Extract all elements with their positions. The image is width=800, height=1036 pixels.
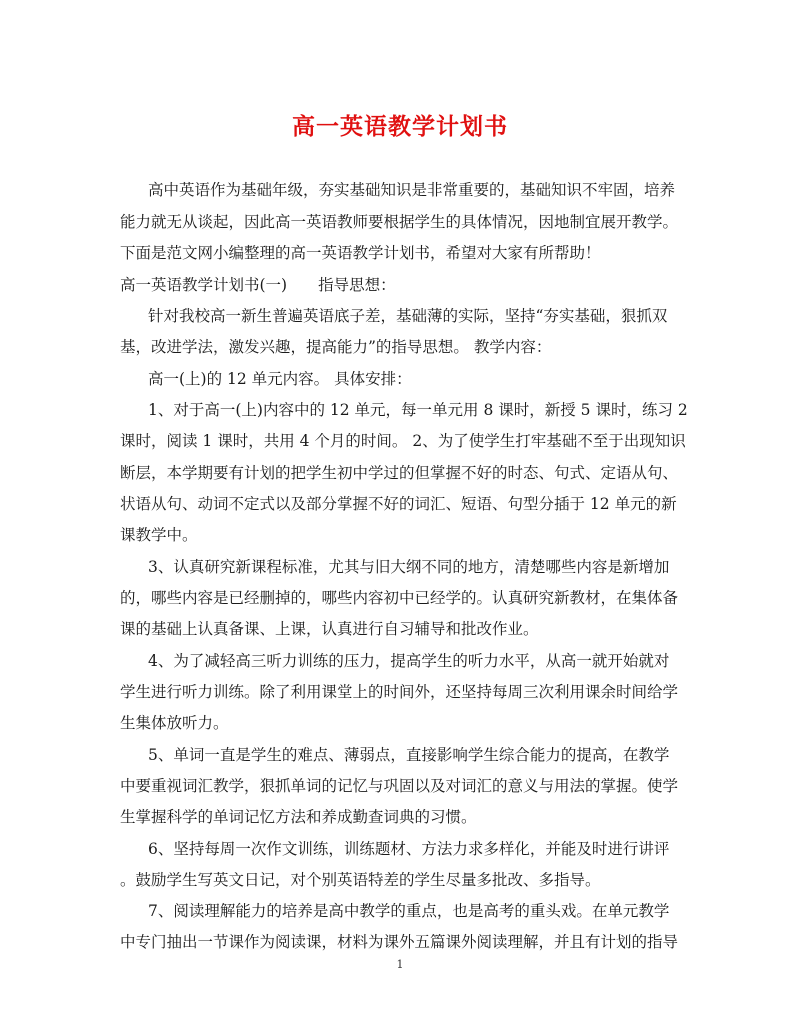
paragraph-line: 高一(上)的 12 单元内容。 具体安排： — [148, 370, 412, 388]
paragraph-line: 基，改进学法，激发兴趣，提高能力”的指导思想。 教学内容： — [120, 338, 552, 356]
paragraph-line: 针对我校高一新生普遍英语底子差，基础薄的实际，坚持“夯实基础，狠抓双 — [148, 307, 668, 325]
paragraph-line: 下面是范文网小编整理的高一英语教学计划书，希望对大家有所帮助！ — [120, 244, 601, 262]
paragraph-line: 的，哪些内容是已经删掉的，哪些内容初中已经学的。认真研究新教材，在集体备 — [120, 589, 679, 607]
paragraph-line: 生掌握科学的单词记忆方法和养成勤查词典的习惯。 — [120, 808, 477, 826]
paragraph-line: 1、对于高一(上)内容中的 12 单元，每一单元用 8 课时，新授 5 课时，练习 2 — [148, 401, 688, 419]
paragraph-line: 断层，本学期要有计划的把学生初中学过的但掌握不好的时态、句式、定语从句、 — [120, 464, 679, 482]
paragraph-line: 4、为了减轻高三听力训练的压力，提高学生的听力水平，从高一就开始就对 — [148, 652, 670, 670]
paragraph-line: 课教学中。 — [120, 526, 198, 544]
paragraph-line: 中要重视词汇教学，狠抓单词的记忆与巩固以及对词汇的意义与用法的掌握。使学 — [120, 777, 679, 795]
paragraph-line: 3、认真研究新课程标准，尤其与旧大纲不同的地方，清楚哪些内容是新增加 — [148, 558, 670, 576]
paragraph-line: 7、阅读理解能力的培养是高中教学的重点，也是高考的重头戏。在单元教学 — [148, 902, 670, 920]
document-title: 高一英语教学计划书 — [292, 113, 508, 140]
paragraph-line: 课时，阅读 1 课时，共用 4 个月的时间。 2、为了使学生打牢基础不至于出现知识 — [120, 432, 686, 450]
paragraph-line: 学生进行听力训练。除了利用课堂上的时间外，还坚持每周三次利用课余时间给学 — [120, 683, 679, 701]
paragraph-line: 能力就无从谈起，因此高一英语教师要根据学生的具体情况，因地制宜展开教学。 — [120, 213, 679, 231]
paragraph-line: 中专门抽出一节课作为阅读课，材料为课外五篇课外阅读理解，并且有计划的指导 — [120, 933, 679, 951]
section-heading-line: 高一英语教学计划书(一) 指导思想： — [120, 276, 396, 294]
paragraph-line: 生集体放听力。 — [120, 714, 229, 732]
paragraph-line: 高中英语作为基础年级，夯实基础知识是非常重要的，基础知识不牢固，培养 — [148, 181, 676, 199]
paragraph-line: 。鼓励学生写英文日记，对个别英语特差的学生尽量多批改、多指导。 — [120, 871, 601, 889]
paragraph-line: 5、单词一直是学生的难点、薄弱点，直接影响学生综合能力的提高，在教学 — [148, 746, 670, 764]
paragraph-line: 状语从句、动词不定式以及部分掌握不好的词汇、短语、句型分插于 12 单元的新 — [120, 495, 677, 513]
paragraph-line: 课的基础上认真备课、上课，认真进行自习辅导和批改作业。 — [120, 620, 539, 638]
paragraph-line: 6、坚持每周一次作文训练，训练题材、方法力求多样化，并能及时进行讲评 — [148, 840, 670, 858]
page-number: 1 — [396, 958, 404, 971]
